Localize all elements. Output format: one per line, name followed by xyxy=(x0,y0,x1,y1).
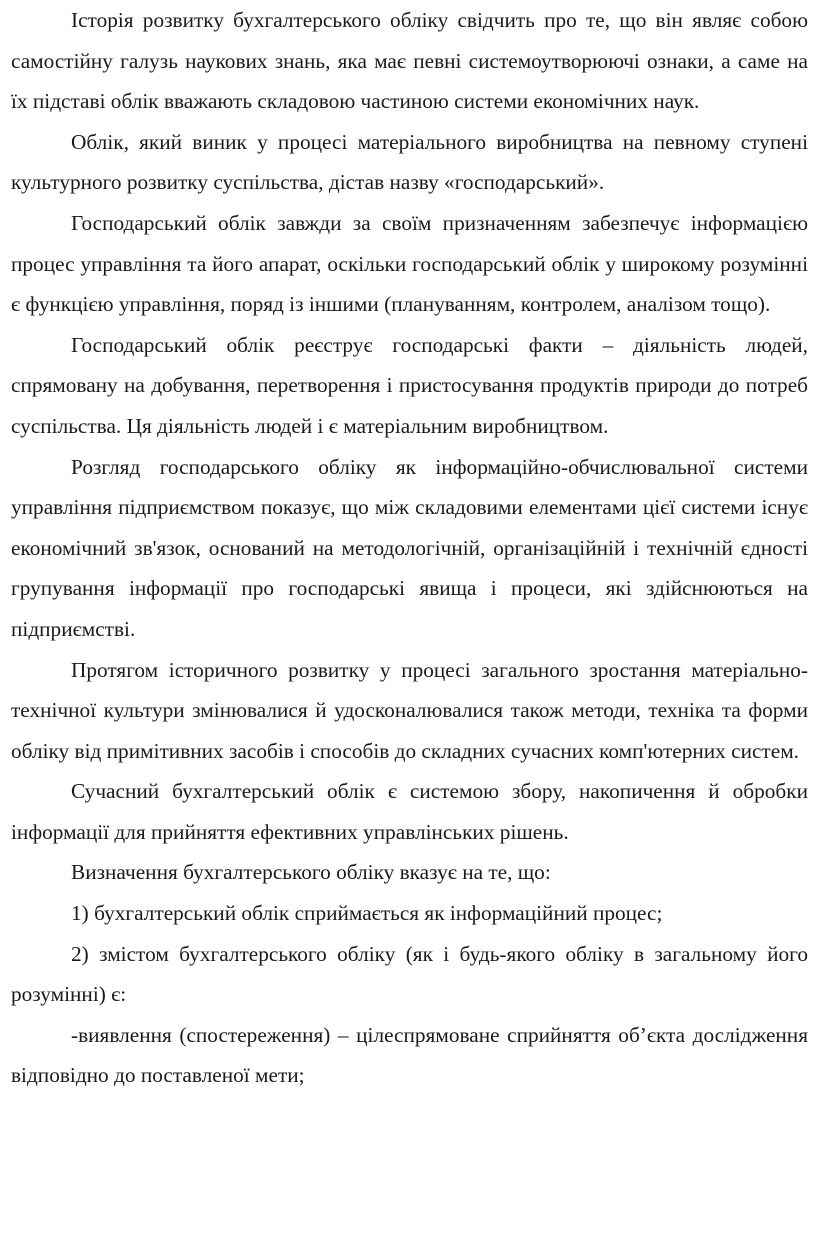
document-page xyxy=(11,0,808,1096)
paragraph-origin: Облік, який виник у процесі матеріального виробництва на певному ступені культурного розвитку суспільства, дістав назву «господарський». xyxy=(11,129,808,195)
paragraph-purpose: Господарський облік завжди за своїм призначенням забезпечує інформацією процес управління та його апарат, оскільки господарський облік у широкому розумінні є функцією управління, поряд із іншими (плануванням, контролем, аналізом тощо). xyxy=(11,210,808,317)
paragraph-definition: Визначення бухгалтерського обліку вказує на те, що: xyxy=(71,860,551,885)
paragraph-system: Розгляд господарського обліку як інформаційно-обчислювальної системи управління підприємством показує, що між складовими елементами цієї системи існує економічний зв'язок, оснований на методологічній, організаційній і технічній єдності групування інформації про господарські явища і процеси, які здійснюються на підприємстві. xyxy=(11,454,808,641)
list-item-2: 2) змістом бухгалтерського обліку (як і будь-якого обліку в загальному його розумінні) є: xyxy=(11,941,808,1007)
paragraph-facts: Господарський облік реєструє господарські факти – діяльність людей, спрямовану на добування, перетворення і пристосування продуктів природи до потреб суспільства. Ця діяльність людей і є матеріальним виробництвом. xyxy=(11,332,808,438)
paragraph-history: Історія розвитку бухгалтерського обліку свідчить про те, що він являє собою самостійну галузь наукових знань, яка має певні системоутворюючі ознаки, а саме на їх підставі облік вважають складовою частиною системи економічних наук. xyxy=(11,8,808,114)
paragraph-modern: Сучасний бухгалтерський облік є системою збору, накопичення й обробки інформації для прийняття ефективних управлінських рішень. xyxy=(11,779,808,844)
paragraph-development: Протягом історичного розвитку у процесі загального зростання матеріально-технічної культури змінювалися й удосконалювалися також методи, техніка та форми обліку від примітивних засобів і способів до складних сучасних комп'ютерних систем. xyxy=(11,657,808,763)
list-item-1: 1) бухгалтерський облік сприймається як інформаційний процес; xyxy=(71,901,663,926)
list-item-detection: -виявлення (спостереження) – цілеспрямоване сприйняття об’єкта дослідження відповідно до поставленої мети; xyxy=(11,1022,808,1088)
